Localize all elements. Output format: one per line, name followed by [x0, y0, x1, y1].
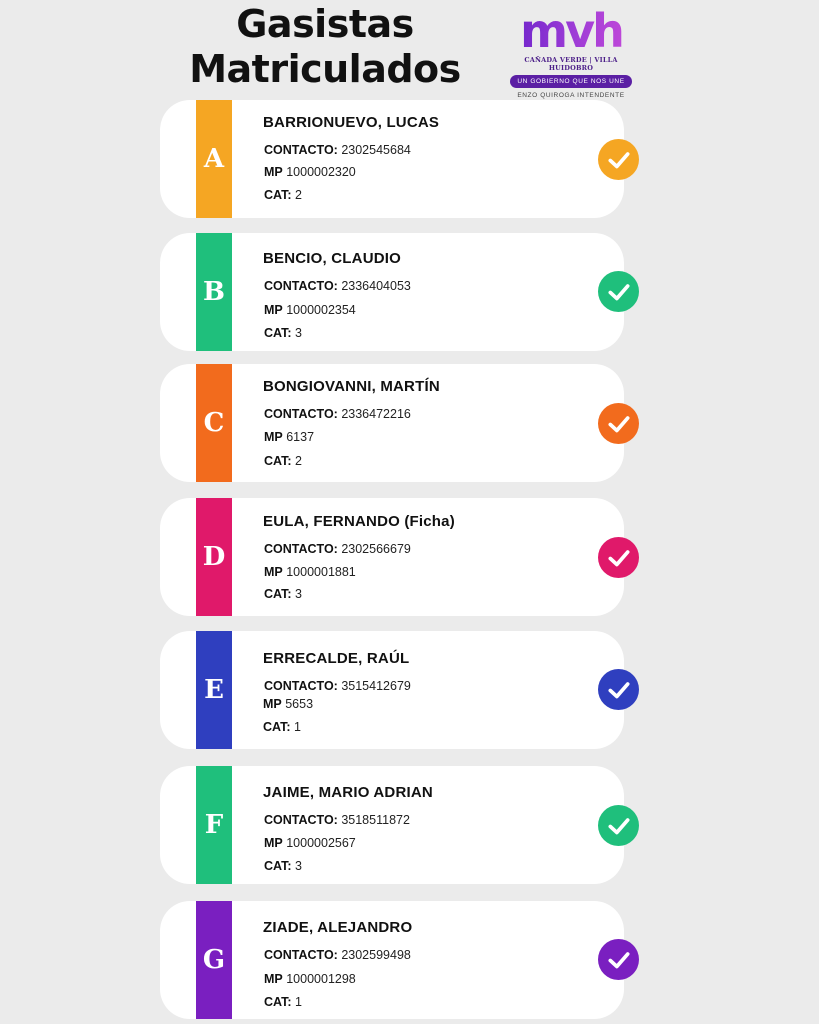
- gasista-name: BENCIO, CLAUDIO: [263, 250, 401, 267]
- contact-label: CONTACTO:: [264, 679, 338, 693]
- logo-mark: mvh: [506, 8, 636, 54]
- contact-label: CONTACTO:: [264, 407, 338, 421]
- cat-label: CAT:: [264, 859, 292, 873]
- contact-value: 3518511872: [341, 813, 410, 827]
- mp-value: 1000002567: [286, 836, 356, 850]
- mp-label: MP: [264, 303, 283, 317]
- check-icon: [598, 403, 639, 444]
- letter: D: [202, 542, 226, 572]
- cat-value: 3: [295, 326, 302, 340]
- gasista-name: ERRECALDE, RAÚL: [263, 650, 410, 667]
- mp-value: 1000002354: [286, 303, 356, 317]
- mp-label: MP: [264, 972, 283, 986]
- contact-line: [264, 542, 411, 556]
- gasista-name: BONGIOVANNI, MARTÍN: [263, 378, 440, 395]
- check-icon: [598, 139, 639, 180]
- logo-slogan: UN GOBIERNO QUE NOS UNE: [510, 75, 632, 88]
- letter-strip: [196, 766, 232, 884]
- mp-line: [264, 165, 356, 179]
- title-line-2: Matriculados: [189, 47, 461, 91]
- contact-line: [264, 279, 411, 293]
- contact-line: [264, 407, 411, 421]
- cat-label: CAT:: [264, 188, 292, 202]
- cat-label: CAT:: [264, 454, 292, 468]
- check-icon: [598, 939, 639, 980]
- cat-line: [263, 720, 301, 734]
- logo-footer: ENZO QUIROGA INTENDENTE: [517, 92, 625, 99]
- letter-strip: [196, 631, 232, 749]
- letter-strip: [196, 498, 232, 616]
- logo-subtitle: CAÑADA VERDE | VILLA HUIDOBRO: [524, 56, 618, 72]
- contact-value: 2302566679: [341, 542, 411, 556]
- cat-line: [264, 859, 302, 873]
- letter-strip: [196, 100, 232, 218]
- cat-label: CAT:: [264, 326, 292, 340]
- contact-label: CONTACTO:: [264, 143, 338, 157]
- letter: G: [202, 945, 226, 975]
- mp-value: 1000001298: [286, 972, 356, 986]
- cat-label: CAT:: [264, 995, 292, 1009]
- cat-line: [264, 326, 302, 340]
- gasista-name: BARRIONUEVO, LUCAS: [263, 114, 440, 131]
- contact-value: 3515412679: [341, 679, 411, 693]
- contact-line: [264, 143, 411, 157]
- letter: E: [204, 675, 224, 705]
- mp-value: 6137: [286, 430, 315, 444]
- gasista-name: ZIADE, ALEJANDRO: [263, 919, 413, 936]
- check-icon: [598, 805, 639, 846]
- mp-label: MP: [264, 165, 283, 179]
- mp-label: MP: [264, 430, 283, 444]
- mp-line: [264, 836, 356, 850]
- check-icon: [598, 537, 639, 578]
- mp-value: 1000002320: [286, 165, 356, 179]
- card-c: [160, 364, 624, 482]
- mp-line: [264, 565, 356, 579]
- contact-value: 2302599498: [341, 948, 411, 962]
- cat-label: CAT:: [263, 720, 291, 734]
- card-f: [160, 766, 624, 884]
- cat-line: [264, 995, 302, 1009]
- mp-line: [264, 972, 356, 986]
- gasista-name: JAIME, MARIO ADRIAN: [263, 784, 433, 801]
- card-a: [160, 100, 624, 218]
- card-e: [160, 631, 624, 749]
- mp-value: 5653: [285, 697, 314, 711]
- cat-value: 1: [294, 720, 301, 734]
- contact-line: [264, 948, 411, 962]
- letter-strip: [196, 233, 232, 351]
- mp-line: [264, 303, 356, 317]
- letter: B: [203, 277, 225, 307]
- cat-value: 3: [295, 859, 302, 873]
- cat-value: 3: [295, 587, 302, 601]
- title-line-1: Gasistas: [236, 2, 414, 46]
- contact-value: 2336472216: [341, 407, 411, 421]
- letter-strip: [196, 901, 232, 1019]
- mp-line: [264, 430, 314, 444]
- logo: [506, 4, 636, 99]
- contact-line: [264, 679, 411, 693]
- contact-value: 2336404053: [341, 279, 411, 293]
- cat-label: CAT:: [264, 587, 292, 601]
- card-g: [160, 901, 624, 1019]
- mp-label: MP: [264, 836, 283, 850]
- contact-line: [264, 813, 410, 827]
- mp-line: [263, 697, 313, 711]
- check-icon: [598, 271, 639, 312]
- letter-strip: [196, 364, 232, 482]
- check-icon: [598, 669, 639, 710]
- contact-label: CONTACTO:: [264, 542, 338, 556]
- contact-label: CONTACTO:: [264, 948, 338, 962]
- cat-value: 2: [295, 454, 302, 468]
- letter: F: [204, 810, 224, 840]
- letter: C: [203, 408, 225, 438]
- mp-label: MP: [263, 697, 282, 711]
- card-b: [160, 233, 624, 351]
- cat-value: 2: [295, 188, 302, 202]
- card-d: [160, 498, 624, 616]
- contact-label: CONTACTO:: [264, 813, 338, 827]
- letter: A: [203, 144, 225, 174]
- cat-line: [264, 587, 302, 601]
- cat-line: [264, 188, 302, 202]
- gasista-name: EULA, FERNANDO (Ficha): [263, 513, 455, 530]
- page-title: [170, 2, 480, 92]
- cat-line: [264, 454, 302, 468]
- contact-label: CONTACTO:: [264, 279, 338, 293]
- cat-value: 1: [295, 995, 302, 1009]
- mp-label: MP: [264, 565, 283, 579]
- contact-value: 2302545684: [341, 143, 411, 157]
- mp-value: 1000001881: [286, 565, 356, 579]
